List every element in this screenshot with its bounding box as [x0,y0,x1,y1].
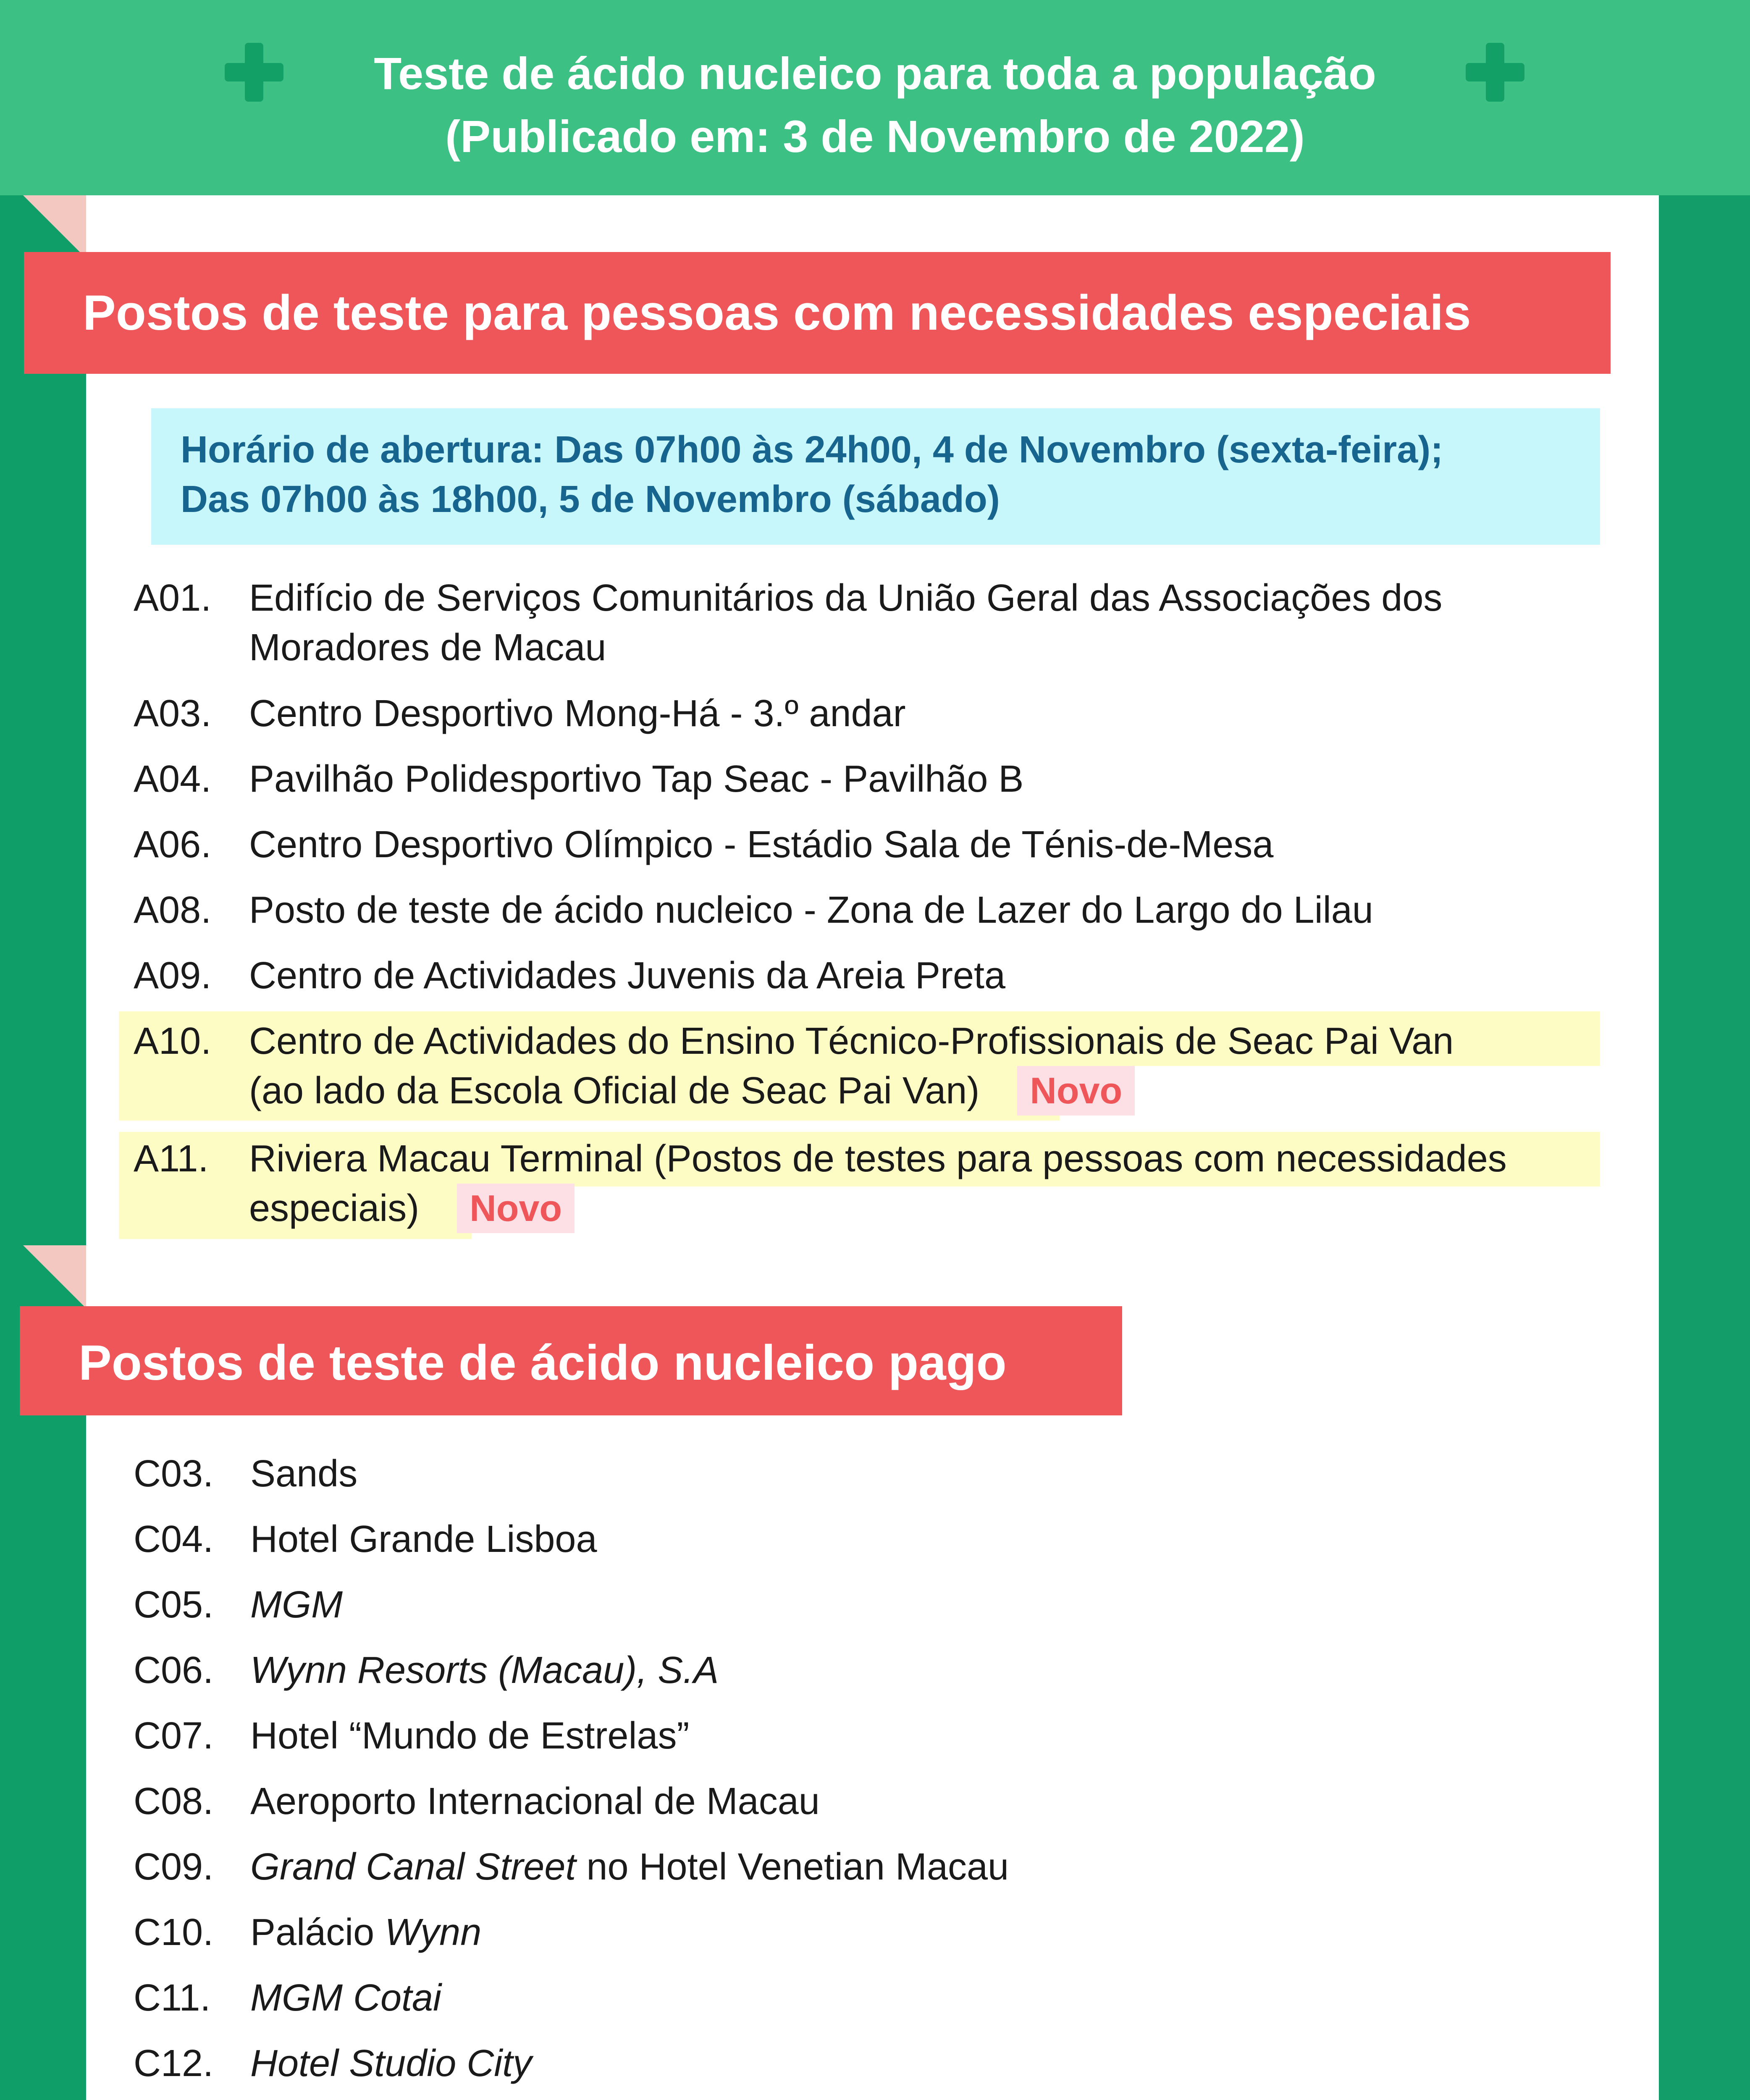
hours-line-2: Das 07h00 às 18h00, 5 de Novembro (sábado) [181,478,1000,520]
item-code: C06. [134,1649,214,1691]
item-text: Moradores de Macau [249,627,606,669]
item-text: especiais) [249,1187,420,1229]
item-text: Wynn [385,1911,482,1953]
section-c-title: Postos de teste de ácido nucleico pago [20,1306,1122,1415]
new-badge: Novo [1017,1066,1135,1116]
item-text: Wynn Resorts (Macau), S.A [250,1649,719,1691]
item-code: A09. [134,955,212,997]
item-text: (ao lado da Escola Oficial de Seac Pai Van) [249,1070,980,1112]
left-margin [0,195,86,2100]
item-code: C07. [134,1715,214,1757]
item-text: MGM Cotai [250,1977,442,2019]
item-code: C10. [134,1911,214,1953]
item-text: Centro de Actividades Juvenis da Areia Preta [249,955,1006,997]
item-text: Edifício de Serviços Comunitários da União Geral das Associações dos [249,577,1443,619]
item-code: C09. [134,1846,214,1888]
item-code: A04. [134,758,212,800]
paper-fold-decoration [23,1245,86,1308]
item-text: Hotel Studio City [250,2042,532,2084]
item-code: C05. [134,1584,214,1626]
item-code: A11. [134,1138,209,1180]
opening-hours-box [151,408,1600,545]
title-line-2: (Publicado em: 3 de Novembro de 2022) [445,111,1305,162]
right-margin [1660,195,1750,2100]
section-a-title: Postos de teste para pessoas com necessidades especiais [24,252,1611,374]
new-badge: Novo [457,1184,575,1233]
item-text: Centro Desportivo Mong-Há - 3.º andar [249,693,906,735]
item-text: Sands [250,1453,358,1495]
item-text: no Hotel Venetian Macau [576,1846,1009,1888]
hours-line-1: Horário de abertura: Das 07h00 às 24h00, 4 de Novembro (sexta-feira); [181,429,1443,471]
item-text: Centro de Actividades do Ensino Técnico-Profissionais de Seac Pai Van [249,1020,1454,1062]
item-code: C03. [134,1453,214,1495]
item-text: Hotel “Mundo de Estrelas” [250,1715,690,1757]
item-code: C08. [134,1780,214,1822]
title-line-1: Teste de ácido nucleico para toda a população [374,48,1376,99]
item-text: Palácio [250,1911,385,1953]
item-code: A10. [134,1020,212,1062]
item-text: Grand Canal Street [250,1846,576,1888]
header-bar [0,0,1750,195]
item-code: C04. [134,1518,214,1560]
item-text: Riviera Macau Terminal (Postos de testes para pessoas com necessidades [249,1138,1507,1180]
page-title [0,42,1750,168]
item-code: A08. [134,889,212,931]
item-text: Posto de teste de ácido nucleico - Zona de Lazer do Largo do Lilau [249,889,1373,931]
item-text: Pavilhão Polidesportivo Tap Seac - Pavilhão B [249,758,1024,800]
item-text: Aeroporto Internacional de Macau [250,1780,820,1822]
item-code: C12. [134,2042,214,2084]
item-code: A01. [134,577,212,619]
item-code: A03. [134,693,212,735]
paper-fold-decoration [23,195,86,258]
item-text: Centro Desportivo Olímpico - Estádio Sala de Ténis-de-Mesa [249,824,1274,866]
item-text: MGM [250,1584,343,1626]
item-code: A06. [134,824,212,866]
item-code: C11. [134,1977,211,2019]
item-text: Hotel Grande Lisboa [250,1518,597,1560]
